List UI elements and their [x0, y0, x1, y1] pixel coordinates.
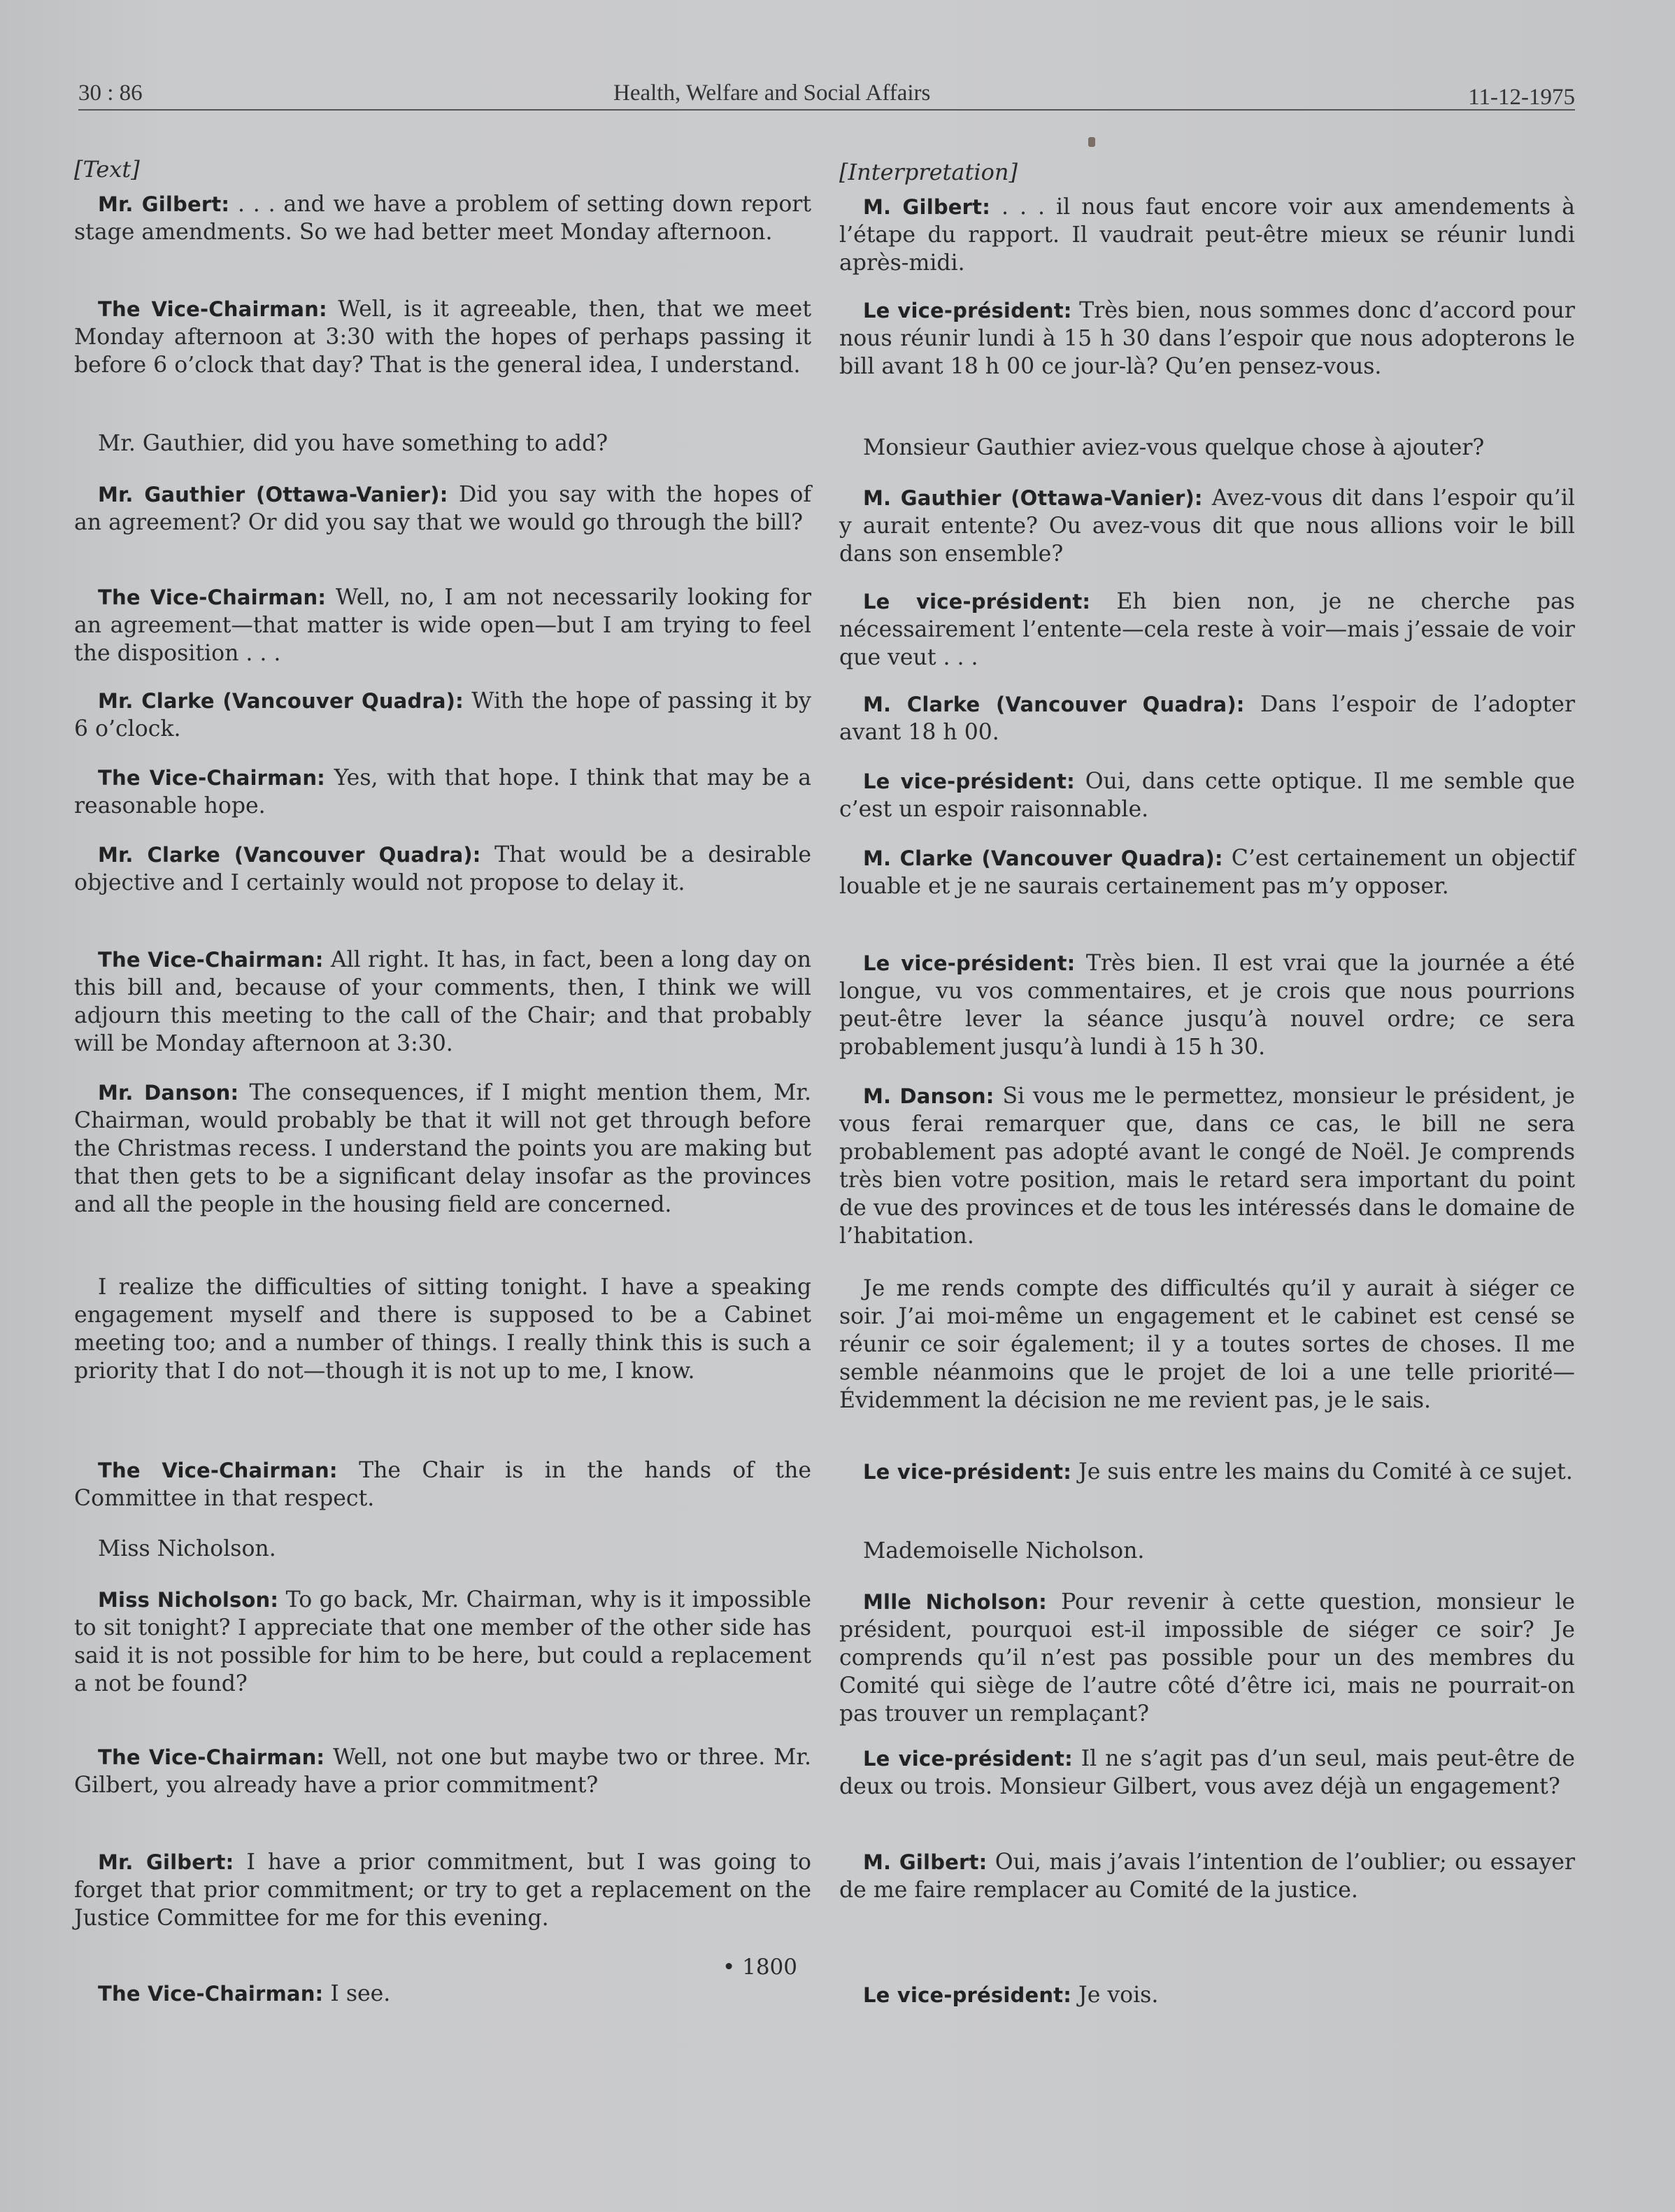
- speech: The consequences, if I might mention them, Mr. Chairman, would probably be that it will not get through before the Christmas recess. I understand the points you are making but that then gets to be a significant delay insofar as the provinces and all the people in the housing field are concerned.: [74, 1080, 811, 1217]
- speaker: The Vice-Chairman:: [98, 1745, 325, 1769]
- speaker: Le vice-président:: [863, 1983, 1072, 2007]
- paragraph: [839, 1848, 1575, 1904]
- paragraph: [839, 1588, 1575, 1728]
- publication-title: Health, Welfare and Social Affairs: [613, 80, 931, 106]
- paragraph: [74, 481, 811, 537]
- speech: Dans l’espoir de l’adopter avant 18 h 00.: [839, 692, 1575, 745]
- speech: Avez-vous dit dans l’espoir qu’il y aurait entente? Ou avez-vous dit que nous allions voir le bill dans son ensemble?: [839, 485, 1575, 567]
- speaker: Le vice-président:: [863, 951, 1076, 975]
- paragraph: [74, 1273, 811, 1385]
- speech: The Chair is in the hands of the Committee in that respect.: [74, 1458, 811, 1511]
- speech: I have a prior commitment, but I was going to forget that prior commitment; or try to get a replacement on the Justice Committee for me for this evening.: [74, 1850, 811, 1931]
- section-tag: [Interpretation]: [839, 159, 1018, 185]
- speech: I realize the difficulties of sitting tonight. I have a speaking engagement myself and there is supposed to be a Cabinet meeting too; and a number of things. I really think this is such a priority that I do not—though it is not up to me, I know.: [74, 1275, 811, 1384]
- speaker: M. Danson:: [863, 1084, 995, 1108]
- paragraph: [74, 583, 811, 667]
- speaker: Le vice-président:: [863, 1747, 1073, 1771]
- speech: Eh bien non, je ne cherche pas nécessairement l’entente—cela reste à voir—mais j’essaie de voir que veut . . .: [839, 589, 1575, 670]
- speech: With the hope of passing it by 6 o’clock.: [74, 688, 811, 742]
- speaker: Mr. Gauthier (Ottawa-Vanier):: [98, 483, 448, 506]
- paragraph: [839, 434, 1575, 462]
- paragraph: [839, 484, 1575, 568]
- speech: Yes, with that hope. I think that may be a reasonable hope.: [74, 765, 811, 818]
- speaker: Miss Nicholson:: [98, 1588, 279, 1612]
- speech: . . . il nous faut encore voir aux amendements à l’étape du rapport. Il vaudrait peut-être mieux se réunir lundi après-midi.: [839, 194, 1575, 276]
- paragraph: [74, 295, 811, 379]
- paragraph: [839, 1275, 1575, 1415]
- speech: Well, not one but maybe two or three. Mr. Gilbert, you already have a prior commitment?: [74, 1745, 811, 1798]
- speech: Monsieur Gauthier aviez-vous quelque chose à ajouter?: [863, 435, 1485, 460]
- paragraph: [74, 1586, 811, 1698]
- paragraph: [839, 844, 1575, 900]
- paragraph: [839, 767, 1575, 823]
- speaker: Mr. Danson:: [98, 1081, 239, 1105]
- speaker: The Vice-Chairman:: [98, 766, 325, 790]
- speech: All right. It has, in fact, been a long day on this bill and, because of your comments, then, I think we will adjourn this meeting to the call of the Chair; and that probably will be Monday afternoon at 3:30.: [74, 947, 811, 1056]
- paragraph: [74, 1980, 811, 2008]
- speech: Mr. Gauthier, did you have something to add?: [98, 431, 608, 456]
- speech: Je me rends compte des difficultés qu’il y aurait à siéger ce soir. J’ai moi-même un engagement et le cabinet est censé se réunir ce soir également; il y a toutes sortes de choses. Il me semble néanmoins que le projet de loi a une telle priorité—Évidemment la décision ne me revient pas, je le sais.: [839, 1276, 1575, 1413]
- paragraph: [839, 1458, 1575, 1486]
- running-header: [78, 74, 1575, 111]
- speaker: M. Gauthier (Ottawa-Vanier):: [863, 486, 1203, 510]
- paragraph: [839, 193, 1575, 277]
- time-marker: • 1800: [722, 1955, 797, 1980]
- section-tag: [Text]: [74, 156, 140, 183]
- speech: Well, no, I am not necessarily looking for an agreement—that matter is wide open—but I am trying to feel the disposition . . .: [74, 585, 811, 666]
- paragraph: [839, 949, 1575, 1061]
- speech: Si vous me le permettez, monsieur le président, je vous ferai remarquer que, dans ce cas, le bill ne sera probablement pas adopté avant le congé de Noël. Je comprends très bien votre position, mais le retard sera important du point de vue des provinces et de tous les intéressés dans le domaine de l’habitation.: [839, 1084, 1576, 1249]
- speech: Je vois.: [1071, 1983, 1159, 2008]
- speech: Miss Nicholson.: [98, 1536, 276, 1561]
- speaker: The Vice-Chairman:: [98, 1982, 324, 2006]
- paragraph: [839, 588, 1575, 672]
- speaker: M. Gilbert:: [863, 1850, 988, 1874]
- paragraph: [74, 430, 811, 458]
- speech: Mademoiselle Nicholson.: [863, 1538, 1145, 1564]
- speaker: Mr. Clarke (Vancouver Quadra):: [98, 689, 464, 713]
- paragraph: [839, 1537, 1575, 1565]
- speaker: Le vice-président:: [863, 770, 1075, 793]
- paragraph: [839, 1745, 1575, 1801]
- paragraph: [74, 1848, 811, 1932]
- speaker: M. Clarke (Vancouver Quadra):: [863, 846, 1223, 870]
- paragraph: [74, 687, 811, 743]
- speech: I see.: [323, 1981, 391, 2006]
- speaker: Mr. Gilbert:: [98, 1850, 234, 1874]
- speech: To go back, Mr. Chairman, why is it impossible to sit tonight? I appreciate that one member of the other side has said it is not possible for him to be here, but could a replacement a not be found?: [74, 1587, 811, 1696]
- paragraph: [74, 946, 811, 1058]
- speaker: M. Clarke (Vancouver Quadra):: [863, 693, 1245, 716]
- paragraph: [839, 1981, 1575, 2009]
- speaker: The Vice-Chairman:: [98, 948, 324, 972]
- paragraph: [74, 1456, 811, 1512]
- paragraph: [839, 1082, 1575, 1250]
- paragraph: [839, 690, 1575, 746]
- speech: Très bien, nous sommes donc d’accord pour nous réunir lundi à 15 h 30 dans l’espoir que nous adopterons le bill avant 18 h 00 ce jour-là? Qu’en pensez-vous.: [839, 298, 1575, 379]
- speaker: Mlle Nicholson:: [863, 1590, 1047, 1614]
- speech: That would be a desirable objective and I certainly would not propose to delay it.: [74, 842, 811, 895]
- speech: Je suis entre les mains du Comité à ce sujet.: [1071, 1459, 1573, 1484]
- paragraph: [74, 841, 811, 897]
- paragraph: [74, 1535, 811, 1563]
- paragraph: [839, 297, 1575, 381]
- speech: Did you say with the hopes of an agreement? Or did you say that we would go through the bill?: [74, 482, 812, 535]
- speaker: Le vice-président:: [863, 590, 1091, 614]
- speaker: Mr. Clarke (Vancouver Quadra):: [98, 843, 481, 867]
- speaker: M. Gilbert:: [863, 195, 991, 219]
- paragraph: [74, 1743, 811, 1799]
- speech: C’est certainement un objectif louable et je ne saurais certainement pas m’y opposer.: [839, 846, 1575, 899]
- speaker: Mr. Gilbert:: [98, 192, 230, 216]
- ink-speck: [1088, 137, 1095, 147]
- paragraph: [74, 764, 811, 820]
- speech: Oui, mais j’avais l’intention de l’oublier; ou essayer de me faire remplacer au Comité de la justice.: [839, 1850, 1575, 1903]
- speech: . . . and we have a problem of setting down report stage amendments. So we had better meet Monday afternoon.: [74, 192, 811, 245]
- speech: Très bien. Il est vrai que la journée a été longue, vu vos commentaires, et je crois que nous pourrions peut-être lever la séance jusqu’à nouvel ordre; ce sera probablement jusqu’à lundi à 15 h 30.: [839, 951, 1575, 1060]
- speaker: The Vice-Chairman:: [98, 1459, 338, 1482]
- speaker: Le vice-président:: [863, 1460, 1072, 1484]
- paragraph: [74, 1079, 811, 1219]
- speaker: The Vice-Chairman:: [98, 297, 327, 321]
- speech: Oui, dans cette optique. Il me semble que c’est un espoir raisonnable.: [839, 769, 1576, 822]
- speech: Well, is it agreeable, then, that we meet Monday afternoon at 3:30 with the hopes of perhaps passing it before 6 o’clock that day? That is the general idea, I understand.: [74, 297, 811, 378]
- paragraph: [74, 190, 811, 246]
- speech: Il ne s’agit pas d’un seul, mais peut-être de deux ou trois. Monsieur Gilbert, vous avez déjà un engagement?: [839, 1746, 1575, 1799]
- speech: Pour revenir à cette question, monsieur le président, pourquoi est-il impossible de siéger ce soir? Je comprends qu’il n’est pas possible pour un des membres du Comité qui siège de l’autre côté d’être ici, mais ne pourrait-on pas trouver un remplaçant?: [839, 1589, 1576, 1727]
- speaker: Le vice-président:: [863, 299, 1072, 322]
- speaker: The Vice-Chairman:: [98, 586, 327, 609]
- meeting-date: 11-12-1975: [1468, 85, 1575, 110]
- page-number: 30 : 86: [78, 80, 143, 106]
